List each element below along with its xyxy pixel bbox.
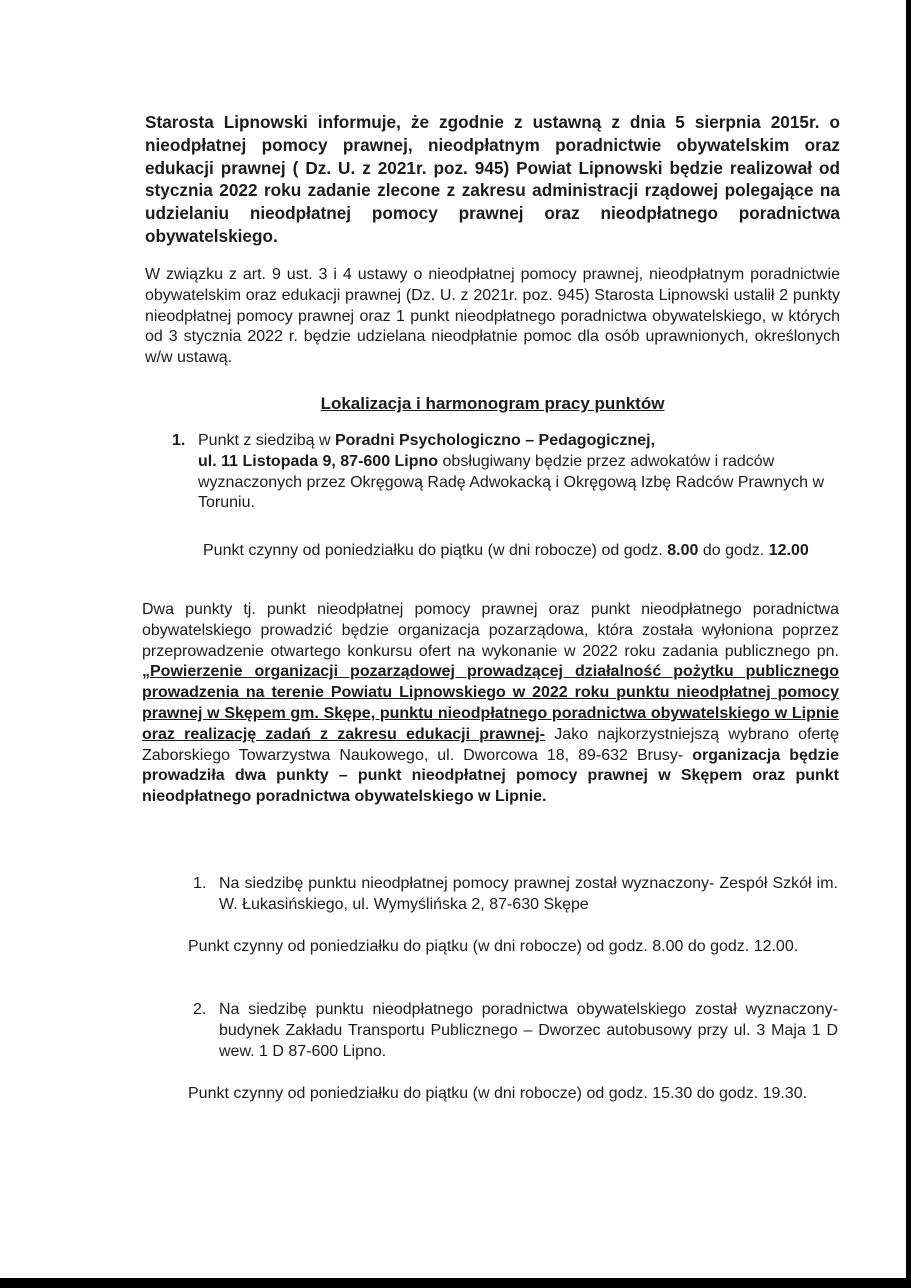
point-1-hours-pre: Punkt czynny od poniedziałku do piątku (w dni robocze) od godz. — [203, 542, 668, 559]
point-1-address: ul. 11 Listopada 9, 87-600 Lipno — [198, 452, 439, 470]
sub-point-2-hours: Punkt czynny od poniedziałku do piątku (w dni robocze) od godz. 15.30 do godz. 19.30. — [188, 1085, 808, 1102]
point-1-number: 1. — [172, 432, 186, 449]
intro-paragraph: Starosta Lipnowski informuje, że zgodnie z ustawną z dnia 5 sierpnia 2015r. o nieodpłatnej pomocy prawnej, nieodpłatnym poradnictwie obywatelskim oraz edukacji prawnej ( Dz. U. z 2021r. poz. 945) Powiat Lipnowski będzie realizował od stycznia 2022 roku zadanie zlecone z zakresu administracji rządowej polegające na udzielaniu nieodpłatnej pomocy prawnej oraz nieodpłatnego poradnictwa obywatelskiego. — [145, 112, 840, 246]
sub-point-2 — [193, 1000, 838, 1062]
scan-edge-bottom — [0, 1278, 911, 1288]
section-title: Lokalizacja i harmonogram pracy punktów — [320, 394, 665, 413]
point-1-place: Poradni Psychologiczno – Pedagogicznej, — [334, 432, 656, 449]
point-1-description — [198, 431, 832, 514]
sub-point-1-text: Na siedzibę punktu nieodpłatnej pomocy prawnej został wyznaczony- Zespół Szkół im. W. Łukasińskiego, ul. Wymyślińska 2, 87-630 Skępe — [219, 875, 838, 913]
point-1-hours-from: 8.00 — [667, 542, 699, 559]
task-name: „Powierzenie organizacji pozarządowej prowadzącej działalność pożytku publicznego prowadzenia na terenie Powiatu Lipnowskiego w 2022 roku punktu nieodpłatnej pomocy prawnej w Skępem gm. Skępe, punktu nieodpłatnego poradnictwa obywatelskiego w Lipnie oraz realizację zadań z zakresu edukacji prawnej- — [142, 663, 839, 743]
sub-point-1-hours: Punkt czynny od poniedziałku do piątku (w dni robocze) od godz. 8.00 do godz. 12.00. — [188, 938, 799, 955]
point-1-rest: obsługiwany będzie przez adwokatów i radców wyznaczonych przez Okręgową Radę Adwokacką i Okręgową Izbę Radców Prawnych w Toruniu. — [198, 452, 825, 512]
ngo-paragraph-mid: Jako najkorzystniejszą wybrano ofertę Zaborskiego Towarzystwa Naukowego, ul. Dworcowa 18, 89-632 Brusy- — [142, 725, 839, 764]
point-1-hours-to: 12.00 — [768, 542, 809, 559]
point-1-pre: Punkt z siedzibą w — [198, 432, 335, 449]
sub-point-2-number: 2. — [193, 1001, 207, 1018]
legal-basis-paragraph: W związku z art. 9 ust. 3 i 4 ustawy o nieodpłatnej pomocy prawnej, nieodpłatnym poradnictwie obywatelskim oraz edukacji prawnej (Dz. U. z 2021r. poz. 945) Starosta Lipnowski ustalił 2 punkty nieodpłatnej pomocy prawnej oraz 1 punkt nieodpłatnego poradnictwa obywatelskiego, w których od 3 stycznia 2022 r. będzie udzielana nieodpłatnie pomoc dla osób uprawnionych, określonych w/w ustawą. — [145, 266, 840, 367]
ngo-paragraph — [142, 600, 839, 808]
ngo-paragraph-pre: Dwa punkty tj. punkt nieodpłatnej pomocy prawnej oraz punkt nieodpłatnego poradnictwa obywatelskiego prowadzić będzie organizacja pozarządowa, która została wyłoniona poprzez przeprowadzenie otwartego konkursu ofert na wykonanie w 2022 roku zadania publicznego pn. — [142, 601, 839, 660]
sub-point-1-number: 1. — [193, 875, 207, 892]
point-1 — [172, 431, 832, 514]
scan-edge-right — [906, 0, 911, 1288]
point-1-hours — [203, 541, 843, 562]
ngo-paragraph-bold-end: organizacja będzie prowadziła dwa punkty – punkt nieodpłatnej pomocy prawnej w Skępem oraz punkt nieodpłatnego poradnictwa obywatelskiego w Lipnie. — [142, 746, 840, 806]
sub-point-1 — [193, 874, 838, 916]
sub-point-2-text: Na siedzibę punktu nieodpłatnego poradnictwa obywatelskiego został wyznaczony- budynek Zakładu Transportu Publicznego – Dworzec autobusowy przy ul. 3 Maja 1 D wew. 1 D 87-600 Lipno. — [219, 1001, 838, 1060]
point-1-hours-mid: do godz. — [698, 542, 769, 559]
